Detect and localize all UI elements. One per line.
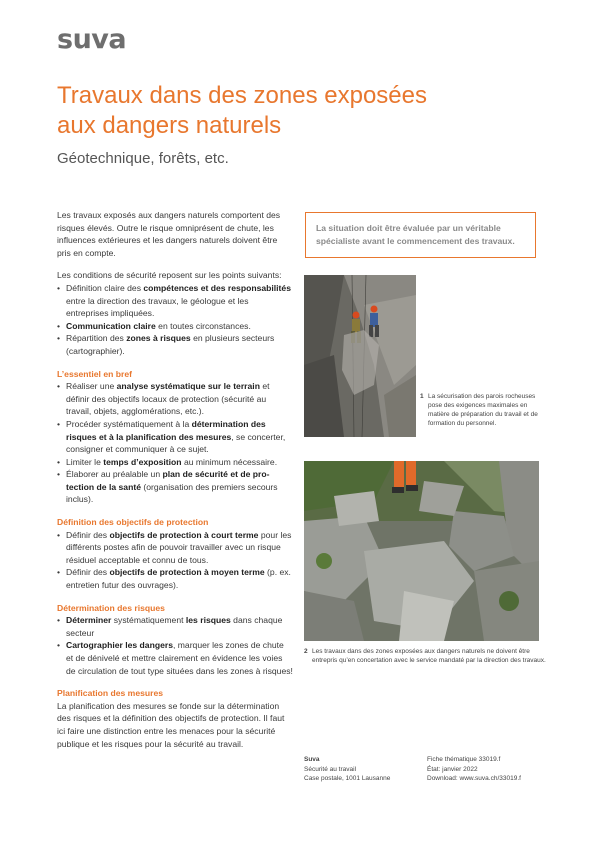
list-item: • Définition claire des compétences et des responsabilités entre la direction des travaux, le géologue et les entreprises impliquées. [57, 282, 293, 320]
section-heading-planification: Planification des mesures [57, 688, 164, 699]
page-subtitle: Géotechnique, forêts, etc. [57, 150, 229, 167]
list-item: • Cartographier les dangers, marquer les zones de chute et de dénivelé et mettre clairement en évidence les voies de circulation de tout type situées dans les zones à risques! [57, 639, 293, 677]
page-title [57, 81, 537, 141]
essentiel-list [57, 380, 293, 506]
list-item: • Procéder systématiquement à la détermination des risques et à la planification des mesures, se concerter, consigner et communiquer à ce sujet. [57, 418, 293, 456]
photo-2-caption [304, 647, 546, 665]
title-line-2: aux dangers naturels [57, 112, 282, 139]
caption-text: Les travaux dans des zones exposées aux dangers naturels ne doivent être entrepris qu’en concertation avec le service mandaté par la direction des travaux. [312, 648, 546, 664]
rock-wall-image [304, 275, 416, 437]
intro-paragraph: Les travaux exposés aux dangers naturels comportent des risques élevés. Outre le risque omniprésent de chute, les influences extérieures et les dangers naturels doivent être pris en compte. [57, 210, 281, 258]
footer-org: Suva [304, 756, 320, 763]
list-item: • Réaliser une analyse systématique sur le terrain et définir des objectifs locaux de protection (sécurité au travail, objets, agglomérations, etc.). [57, 380, 293, 418]
footer-dept: Sécurité au travail [304, 765, 357, 773]
list-item: • Limiter le temps d’exposition au minimum nécessaire. [57, 456, 293, 469]
footer-download-link[interactable]: Download: www.suva.ch/33019.f [427, 775, 521, 782]
caption-text: La sécurisation des parois rocheuses pose des exigences maximales en matière de préparation du travail et de formation du personnel. [428, 393, 538, 427]
list-item: • Répartition des zones à risques en plusieurs secteurs (cartographier). [57, 332, 293, 357]
list-item: • Déterminer systématiquement les risques dans chaque secteur [57, 614, 293, 639]
objectifs-list [57, 529, 293, 592]
callout-box: La situation doit être évaluée par un véritable spécialiste avant le commencement des travaux. [305, 212, 536, 258]
risques-list [57, 614, 293, 677]
list-item: • Définir des objectifs de protection à moyen terme (p. ex. entretien futur des ouvrages). [57, 566, 293, 591]
conditions-list [57, 282, 293, 358]
caption-number: 1 [420, 393, 424, 400]
footer-postal: Case postale, 1001 Lausanne [304, 775, 391, 782]
conditions-intro: Les conditions de sécurité reposent sur les points suivants: [57, 270, 282, 281]
planification-paragraph: La planification des mesures se fonde sur la détermination des risques et la définition des objectifs de protection. Il faut ici faire une distinction entre les menaces pour la sécurité publique et les risques pour la sécurité au travail. [57, 700, 285, 749]
section-heading-risques: Détermination des risques [57, 602, 165, 613]
list-item: • Communication claire en toutes circonstances. [57, 320, 293, 333]
title-line-1: Travaux dans des zones exposées [57, 82, 427, 109]
list-item: • Définir des objectifs de protection à court terme pour les différents postes afin de pouvoir travailler avec un risque résiduel acceptable et connu de tous. [57, 529, 293, 567]
rockfall-image [304, 461, 539, 641]
photo-rock-wall-climbers [304, 275, 416, 437]
main-text-column [57, 209, 293, 760]
photo-1-caption [420, 392, 546, 428]
photo-rockfall-debris [304, 461, 539, 641]
footer-etat: État: janvier 2022 [427, 765, 478, 773]
suva-logo: suva [57, 24, 127, 55]
caption-number: 2 [304, 648, 308, 655]
footer-fiche: Fiche thématique 33019.f [427, 756, 501, 763]
section-heading-objectifs: Définition des objectifs de protection [57, 517, 209, 528]
section-heading-essentiel: L’essentiel en bref [57, 368, 132, 379]
footer-address [304, 755, 414, 784]
list-item: • Élaborer au préalable un plan de sécurité et de protection de la santé (organisation des premiers secours inclus). [57, 468, 293, 506]
footer-document-info [427, 755, 547, 784]
